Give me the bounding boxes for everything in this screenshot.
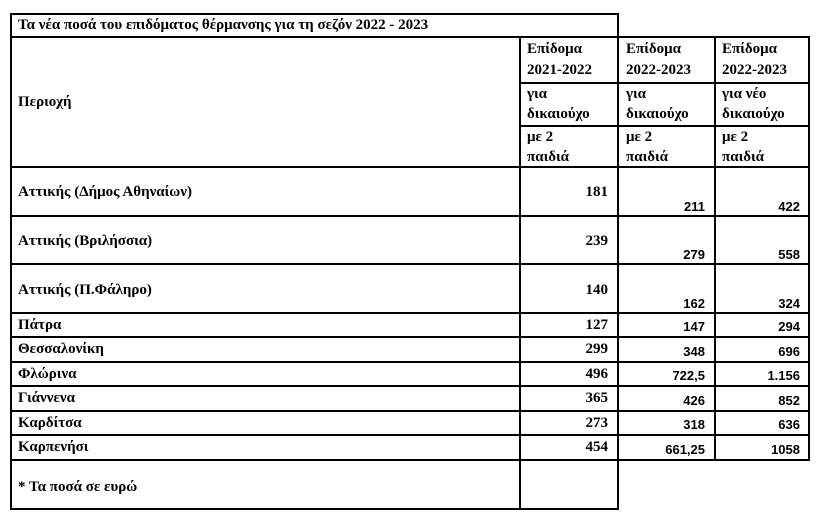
col-subheader-line: δικαιούχο [527,106,590,122]
col-subheader-line: για νέο [722,86,767,102]
value-2022-cell: 722,5 [672,368,705,383]
rule [10,13,12,510]
region-cell: Καρπενήσι [18,439,89,455]
col-subheader-line: δικαιούχο [626,106,689,122]
col-subheader-line: με 2 [527,129,554,145]
value-new-cell: 1058 [771,442,800,457]
rule [808,36,810,461]
value-2021-cell: 239 [585,233,608,249]
region-cell: Φλώρινα [18,366,77,382]
col-header-line: Επίδομα [722,41,778,57]
value-2022-cell: 426 [683,393,705,408]
footnote: * Τα ποσά σε ευρώ [18,479,138,495]
value-2021-cell: 127 [585,317,608,333]
col-subheader-line: για [527,86,548,102]
rule [10,508,619,510]
table-title: Τα νέα ποσά του επιδόματος θέρμανσης για τη σεζόν 2022 - 2023 [18,17,429,33]
col-header-line: 2022-2023 [722,62,787,78]
region-cell: Θεσσαλονίκη [18,341,104,357]
col-header-line: 2022-2023 [626,62,691,78]
col-subheader-line: με 2 [722,129,749,145]
value-2022-cell: 147 [683,319,705,334]
value-2021-cell: 273 [585,415,608,431]
value-2022-cell: 348 [683,344,705,359]
region-cell: Πάτρα [18,317,62,333]
value-2021-cell: 454 [585,439,608,455]
value-2021-cell: 365 [585,390,608,406]
rule [617,13,619,510]
value-new-cell: 294 [778,319,800,334]
value-2021-cell: 299 [585,341,608,357]
value-new-cell: 636 [778,417,800,432]
region-cell: Αττικής (Π.Φάληρο) [18,282,152,298]
rule [714,36,716,461]
rule [10,166,810,168]
value-2021-cell: 496 [585,366,608,382]
value-new-cell: 852 [778,393,800,408]
value-2022-cell: 162 [683,296,705,311]
col-subheader-line: παιδιά [626,149,669,165]
value-new-cell: 324 [778,296,800,311]
col-subheader-line: παιδιά [722,149,765,165]
rule [519,125,810,127]
rule [10,36,810,38]
value-new-cell: 696 [778,344,800,359]
region-cell: Καρδίτσα [18,415,82,431]
value-2021-cell: 181 [585,184,608,200]
value-new-cell: 558 [778,247,800,262]
region-cell: Αττικής (Δήμος Αθηναίων) [18,184,192,200]
col-subheader-line: με 2 [626,129,653,145]
value-2022-cell: 661,25 [665,442,705,457]
value-new-cell: 422 [778,199,800,214]
col-subheader-line: παιδιά [527,149,570,165]
value-2022-cell: 211 [684,199,705,214]
value-2021-cell: 140 [585,282,608,298]
col-header-line: Επίδομα [626,41,682,57]
col-subheader-line: δικαιούχο [722,106,785,122]
value-2022-cell: 318 [683,417,705,432]
region-cell: Αττικής (Βριλήσσια) [18,233,153,249]
region-cell: Γιάννενα [18,390,75,406]
region-header: Περιοχή [18,94,72,110]
col-header-line: Επίδομα [527,41,583,57]
value-2022-cell: 279 [683,247,705,262]
rule [519,36,521,510]
col-subheader-line: για [626,86,647,102]
col-header-line: 2021-2022 [527,62,592,78]
value-new-cell: 1.156 [767,368,800,383]
